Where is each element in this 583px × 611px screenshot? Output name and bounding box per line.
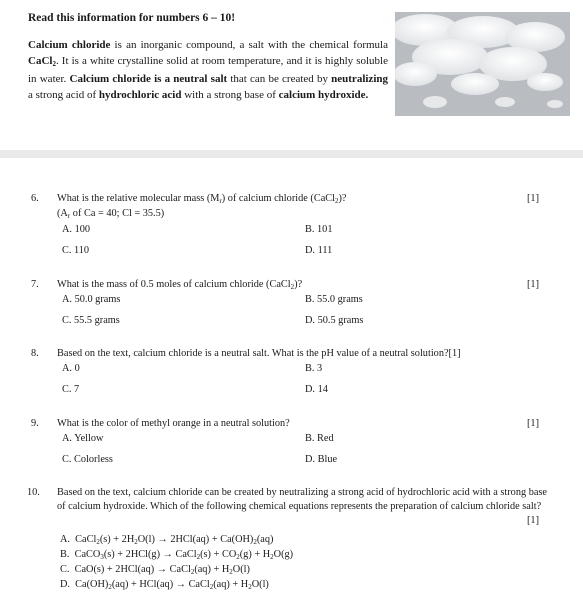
q6-hint-a: (A	[57, 208, 68, 219]
option-label: C.	[60, 564, 70, 575]
marks: [1]	[527, 515, 540, 526]
question-text	[57, 278, 542, 294]
option-a[interactable]: A. Yellow	[62, 433, 104, 444]
q6-hint-sub: r	[67, 212, 71, 220]
eq-sub: 3	[100, 553, 104, 561]
question-number: 10.	[27, 487, 40, 498]
marks: [1]	[527, 193, 540, 204]
info-term-hydrochloric-acid: hydrochloric acid	[98, 88, 182, 101]
info-term-neutral-salt: Calcium chloride is a neutral salt	[69, 73, 228, 86]
option-c[interactable]: C. 55.5 grams	[62, 315, 120, 326]
info-term-neutralizing: neutralizing	[331, 73, 388, 86]
info-text-5: with a strong base of	[181, 88, 279, 101]
option-d[interactable]: D. 50.5 grams	[305, 315, 364, 326]
q6-text-a: What is the relative molecular mass (M	[57, 193, 220, 204]
option-c[interactable]: C. Colorless	[62, 454, 113, 465]
q6-hint-b: of Ca = 40; Cl = 35.5)	[70, 208, 165, 219]
option-a[interactable]: A. 0	[62, 363, 80, 374]
eq-sub: 2	[196, 553, 201, 561]
eq-sub: 2	[270, 553, 274, 561]
eq-sub: 2	[209, 583, 214, 591]
question-text: Based on the text, calcium chloride can be created by neutralizing a strong acid of hydrochloric acid with a strong base of calcium hydroxide. Which of the following chemical equations represents the preparation of calcium chloride salt?	[57, 487, 547, 512]
eq-part: (aq) + HCl(aq) → CaCl	[111, 579, 210, 590]
info-text-4: a strong acid of	[28, 88, 99, 101]
option-b[interactable]: B. 55.0 grams	[305, 294, 363, 305]
info-formula-main: CaCl	[28, 54, 53, 67]
info-card	[0, 0, 583, 150]
calcium-chloride-crystals-image	[395, 12, 570, 116]
section-divider	[0, 150, 583, 158]
eq-part: (aq) + H	[194, 564, 230, 575]
question-text: Based on the text, calcium chloride is a neutral salt. What is the pH value of a neutral solution?[1]	[57, 348, 461, 359]
eq-part: CaCl	[75, 534, 97, 545]
option-b[interactable]: B. 101	[305, 224, 333, 235]
option-d[interactable]	[60, 578, 269, 594]
option-a[interactable]: A. 50.0 grams	[62, 294, 121, 305]
question-number: 6.	[31, 193, 39, 204]
q6-sub-r: r	[219, 197, 222, 205]
eq-part: CaO(s) + 2HCl(aq) → CaCl	[74, 564, 191, 575]
option-b[interactable]: B. Red	[305, 433, 334, 444]
calcium-chloride-photo	[395, 12, 570, 116]
option-d[interactable]: D. 14	[305, 384, 328, 395]
info-text-3: that can be created by	[227, 73, 332, 86]
eq-part: Ca(OH)	[75, 579, 109, 590]
marks: [1]	[527, 418, 540, 429]
question-list	[0, 158, 583, 611]
marks: [1]	[527, 279, 540, 290]
eq-sub: 2	[134, 538, 138, 546]
question-number: 9.	[31, 418, 39, 429]
eq-part: (s) + CO	[200, 549, 237, 560]
option-label: B.	[60, 549, 70, 560]
option-d[interactable]: D. Blue	[305, 454, 338, 465]
eq-part: O(l) → 2HCl(aq) + Ca(OH)	[137, 534, 254, 545]
option-b[interactable]	[60, 548, 293, 564]
eq-sub: 2	[190, 568, 195, 576]
question-text: What is the color of methyl orange in a neutral solution?	[57, 418, 290, 429]
eq-part: O(l)	[232, 564, 250, 575]
q6-text-b: ) of calcium chloride (CaCl	[221, 193, 335, 204]
eq-part: (s) + 2HCl(g) → CaCl	[103, 549, 197, 560]
question-number: 8.	[31, 348, 39, 359]
q6-sub-2: 2	[335, 197, 339, 205]
option-c[interactable]: C. 7	[62, 384, 80, 395]
eq-part: (aq)	[256, 534, 274, 545]
q7-text-b: )?	[294, 279, 303, 290]
eq-part: CaCO	[74, 549, 101, 560]
eq-part: (g) + H	[239, 549, 271, 560]
info-formula-sub: 2	[52, 59, 56, 68]
info-paragraph	[28, 38, 388, 103]
eq-part: O(l)	[251, 579, 269, 590]
option-a[interactable]	[60, 533, 273, 549]
option-b[interactable]: B. 3	[305, 363, 323, 374]
eq-part: O(g)	[273, 549, 294, 560]
option-c[interactable]: C. 110	[62, 245, 90, 256]
eq-part: (s) + 2H	[99, 534, 135, 545]
option-label: D.	[60, 579, 71, 590]
eq-sub: 2	[236, 553, 240, 561]
info-title: Read this information for numbers 6 – 10!	[28, 12, 236, 24]
info-formula	[28, 55, 56, 67]
q7-sub-2: 2	[290, 283, 295, 291]
question-number: 7.	[31, 279, 39, 290]
q6-text-c: )?	[338, 193, 347, 204]
info-text-1: is an inorganic compound, a salt with the chemical formula	[110, 39, 389, 51]
info-term-calcium-chloride: Calcium chloride	[28, 39, 111, 51]
eq-sub: 2	[253, 538, 257, 546]
question-hint	[57, 207, 542, 223]
info-term-calcium-hydroxide: calcium hydroxide.	[278, 88, 369, 101]
eq-sub: 2	[229, 568, 233, 576]
option-c[interactable]	[60, 563, 250, 579]
eq-sub: 2	[96, 538, 100, 546]
eq-part: (aq) + H	[213, 579, 249, 590]
eq-sub: 2	[248, 583, 252, 591]
question-text	[57, 192, 542, 208]
q7-text-a: What is the mass of 0.5 moles of calcium chloride (CaCl	[57, 279, 291, 290]
option-d[interactable]: D. 111	[305, 245, 333, 256]
option-a[interactable]: A. 100	[62, 224, 91, 235]
option-label: A.	[60, 534, 71, 545]
info-text-2: . It is a white crystalline solid at room temperature, and it is highly soluble in water.	[28, 54, 388, 86]
eq-sub: 2	[108, 583, 112, 591]
